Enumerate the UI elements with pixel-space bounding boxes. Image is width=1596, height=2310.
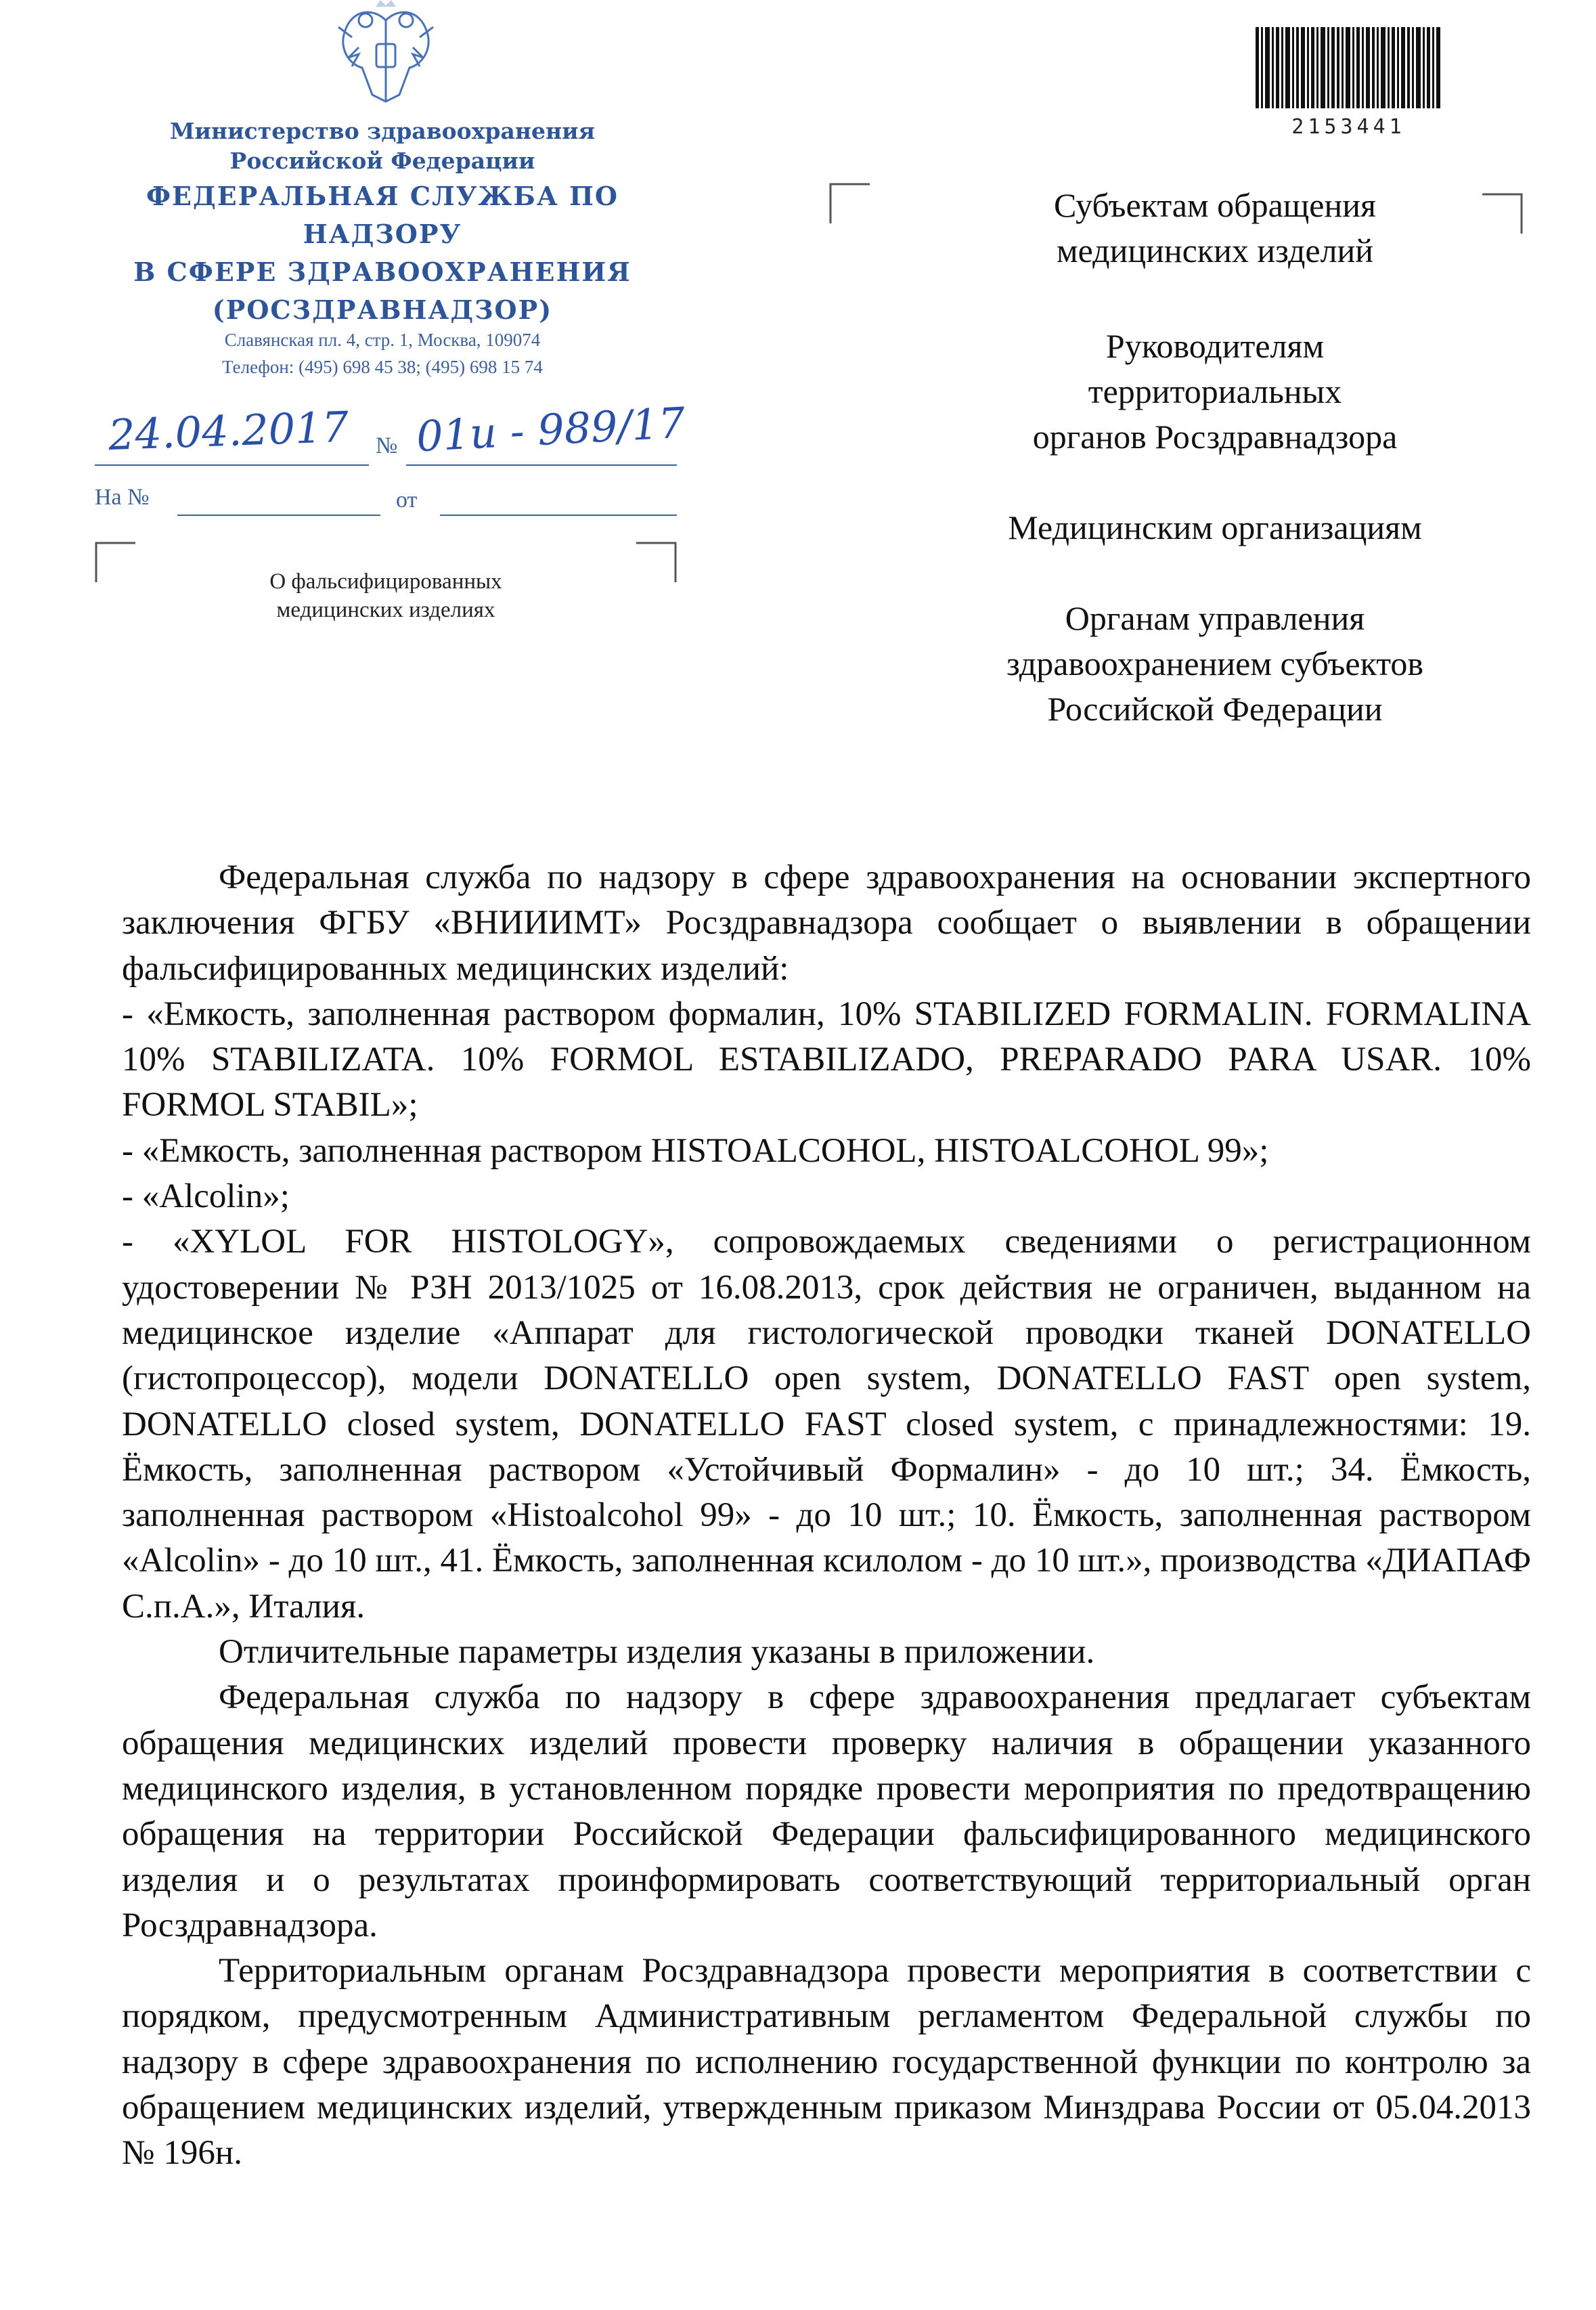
addressee-4-line-3: Российской Федерации — [1047, 690, 1383, 728]
corner-mark-top-right — [636, 542, 677, 582]
body-paragraph-appendix: Отличительные параметры изделия указаны в приложении. — [219, 1633, 1095, 1672]
subject-block — [176, 567, 596, 624]
addressee-3 — [948, 505, 1482, 550]
coat-of-arms-icon — [325, 0, 447, 108]
address-block — [88, 326, 677, 380]
registration-number: 01и - 989/17 — [415, 397, 686, 462]
addressee-2 — [948, 324, 1482, 460]
ministry-line-2: Российской Федерации — [229, 148, 535, 174]
product-item-2: - «Емкость, заполненная раствором HISTOALCOHOL, HISTOALCOHOL 99»; — [122, 1131, 1269, 1170]
date-underline — [95, 464, 369, 466]
reference-underline — [177, 515, 380, 516]
subject-line-2: медицинских изделиях — [276, 598, 495, 622]
number-underline — [406, 464, 677, 466]
ministry-name — [88, 116, 677, 176]
addressee-4 — [948, 596, 1482, 732]
reference-label: На № — [95, 485, 150, 510]
addressee-3-line-1: Медицинским организациям — [1008, 508, 1422, 546]
addressee-1-line-1: Субъектам обращения — [1054, 186, 1376, 224]
addressee-1-line-2: медицинских изделий — [1056, 232, 1374, 269]
phone-line: Телефон: (495) 698 45 38; (495) 698 15 74 — [222, 357, 543, 377]
corner-mark-addressee-right — [1482, 193, 1523, 234]
service-line-2: В СФЕРЕ ЗДРАВООХРАНЕНИЯ — [133, 257, 631, 287]
body-paragraph-proposal: Федеральная служба по надзору в сфере здравоохранения предлагает субъектам обращения медицинских изделий провести проверку наличия в обращении указанного медицинского изделия, в установленном порядке провести мероприятия по предотвращению обращения на территории Российской Федерации фальсифицированного медицинского изделия и о результатах проинформировать соответствующий территориальный орган Росздравнадзора. — [122, 1678, 1531, 1944]
address-line: Славянская пл. 4, стр. 1, Москва, 109074 — [224, 330, 541, 350]
service-name — [68, 177, 697, 329]
ministry-line-1: Министерство здравоохранения — [170, 118, 595, 144]
letter-body — [122, 855, 1531, 2177]
body-paragraph-territorial: Территориальным органам Росздравнадзора провести мероприятия в соответствии с порядком, предусмотренным Административным регламентом Федеральной службы по надзору в сфере здравоохранения по исполнению государственной функции по контролю за обращением медицинских изделий, утвержденным приказом Минздрава России от 05.04.2013 № 196н. — [122, 1952, 1531, 2173]
from-underline — [440, 515, 677, 516]
product-item-4: - «XYLOL FOR HISTOLOGY», сопровождаемых сведениями о регистрационном удостоверении № РЗН 2013/1025 от 16.08.2013, срок действия не ограничен, выданном на медицинское изделие «Аппарат для гистологической проводки тканей DONATELLO (гистопроцессор), модели DONATELLO open system, DONATELLO FAST open system, DONATELLO closed system, DONATELLO FAST closed system, с принадлежностями: 19. Ёмкость, заполненная раствором «Устойчивый Формалин» - до 10 шт.; 34. Ёмкость, заполненная раствором «Histoalcohol 99» - до 10 шт.; 10. Ёмкость, заполненная раствором «Alcolin» - до 10 шт., 41. Ёмкость, заполненная ксилолом - до 10 шт.», производства «ДИАПАФ С.п.А.», Италия. — [122, 1223, 1531, 1626]
number-sign: № — [376, 433, 398, 458]
service-line-1: ФЕДЕРАЛЬНАЯ СЛУЖБА ПО НАДЗОРУ — [146, 181, 619, 249]
product-item-3: - «Alcolin»; — [122, 1177, 290, 1216]
addressee-4-line-1: Органам управления — [1065, 599, 1365, 637]
barcode-icon — [1256, 27, 1442, 108]
corner-mark-top-left — [95, 542, 135, 582]
product-item-1: - «Емкость, заполненная раствором формалин, 10% STABILIZED FORMALIN. FORMALINA 10% STABILIZATA. 10% FORMOL ESTABILIZADO, PREPARADO PARA USAR. 10% FORMOL STABIL»; — [122, 995, 1531, 1125]
corner-mark-addressee-left — [829, 183, 870, 223]
from-label: от — [396, 487, 418, 513]
addressee-2-line-2: территориальных — [1088, 372, 1342, 410]
barcode-number: 2153441 — [1291, 115, 1406, 139]
registration-date: 24.04.2017 — [107, 401, 350, 460]
addressee-4-line-2: здравоохранением субъектов — [1006, 645, 1424, 682]
addressee-2-line-1: Руководителям — [1105, 327, 1325, 365]
subject-line-1: О фальсифицированных — [269, 569, 502, 594]
addressee-2-line-3: органов Росздравнадзора — [1032, 418, 1398, 456]
service-line-3: (РОСЗДРАВНАДЗОР) — [212, 295, 553, 325]
addressee-1 — [948, 183, 1482, 274]
body-paragraph-intro: Федеральная служба по надзору в сфере здравоохранения на основании экспертного заключения ФГБУ «ВНИИИМТ» Росздравнадзора сообщает о выявлении в обращении фальсифицированных медицинских изделий: — [122, 858, 1531, 988]
